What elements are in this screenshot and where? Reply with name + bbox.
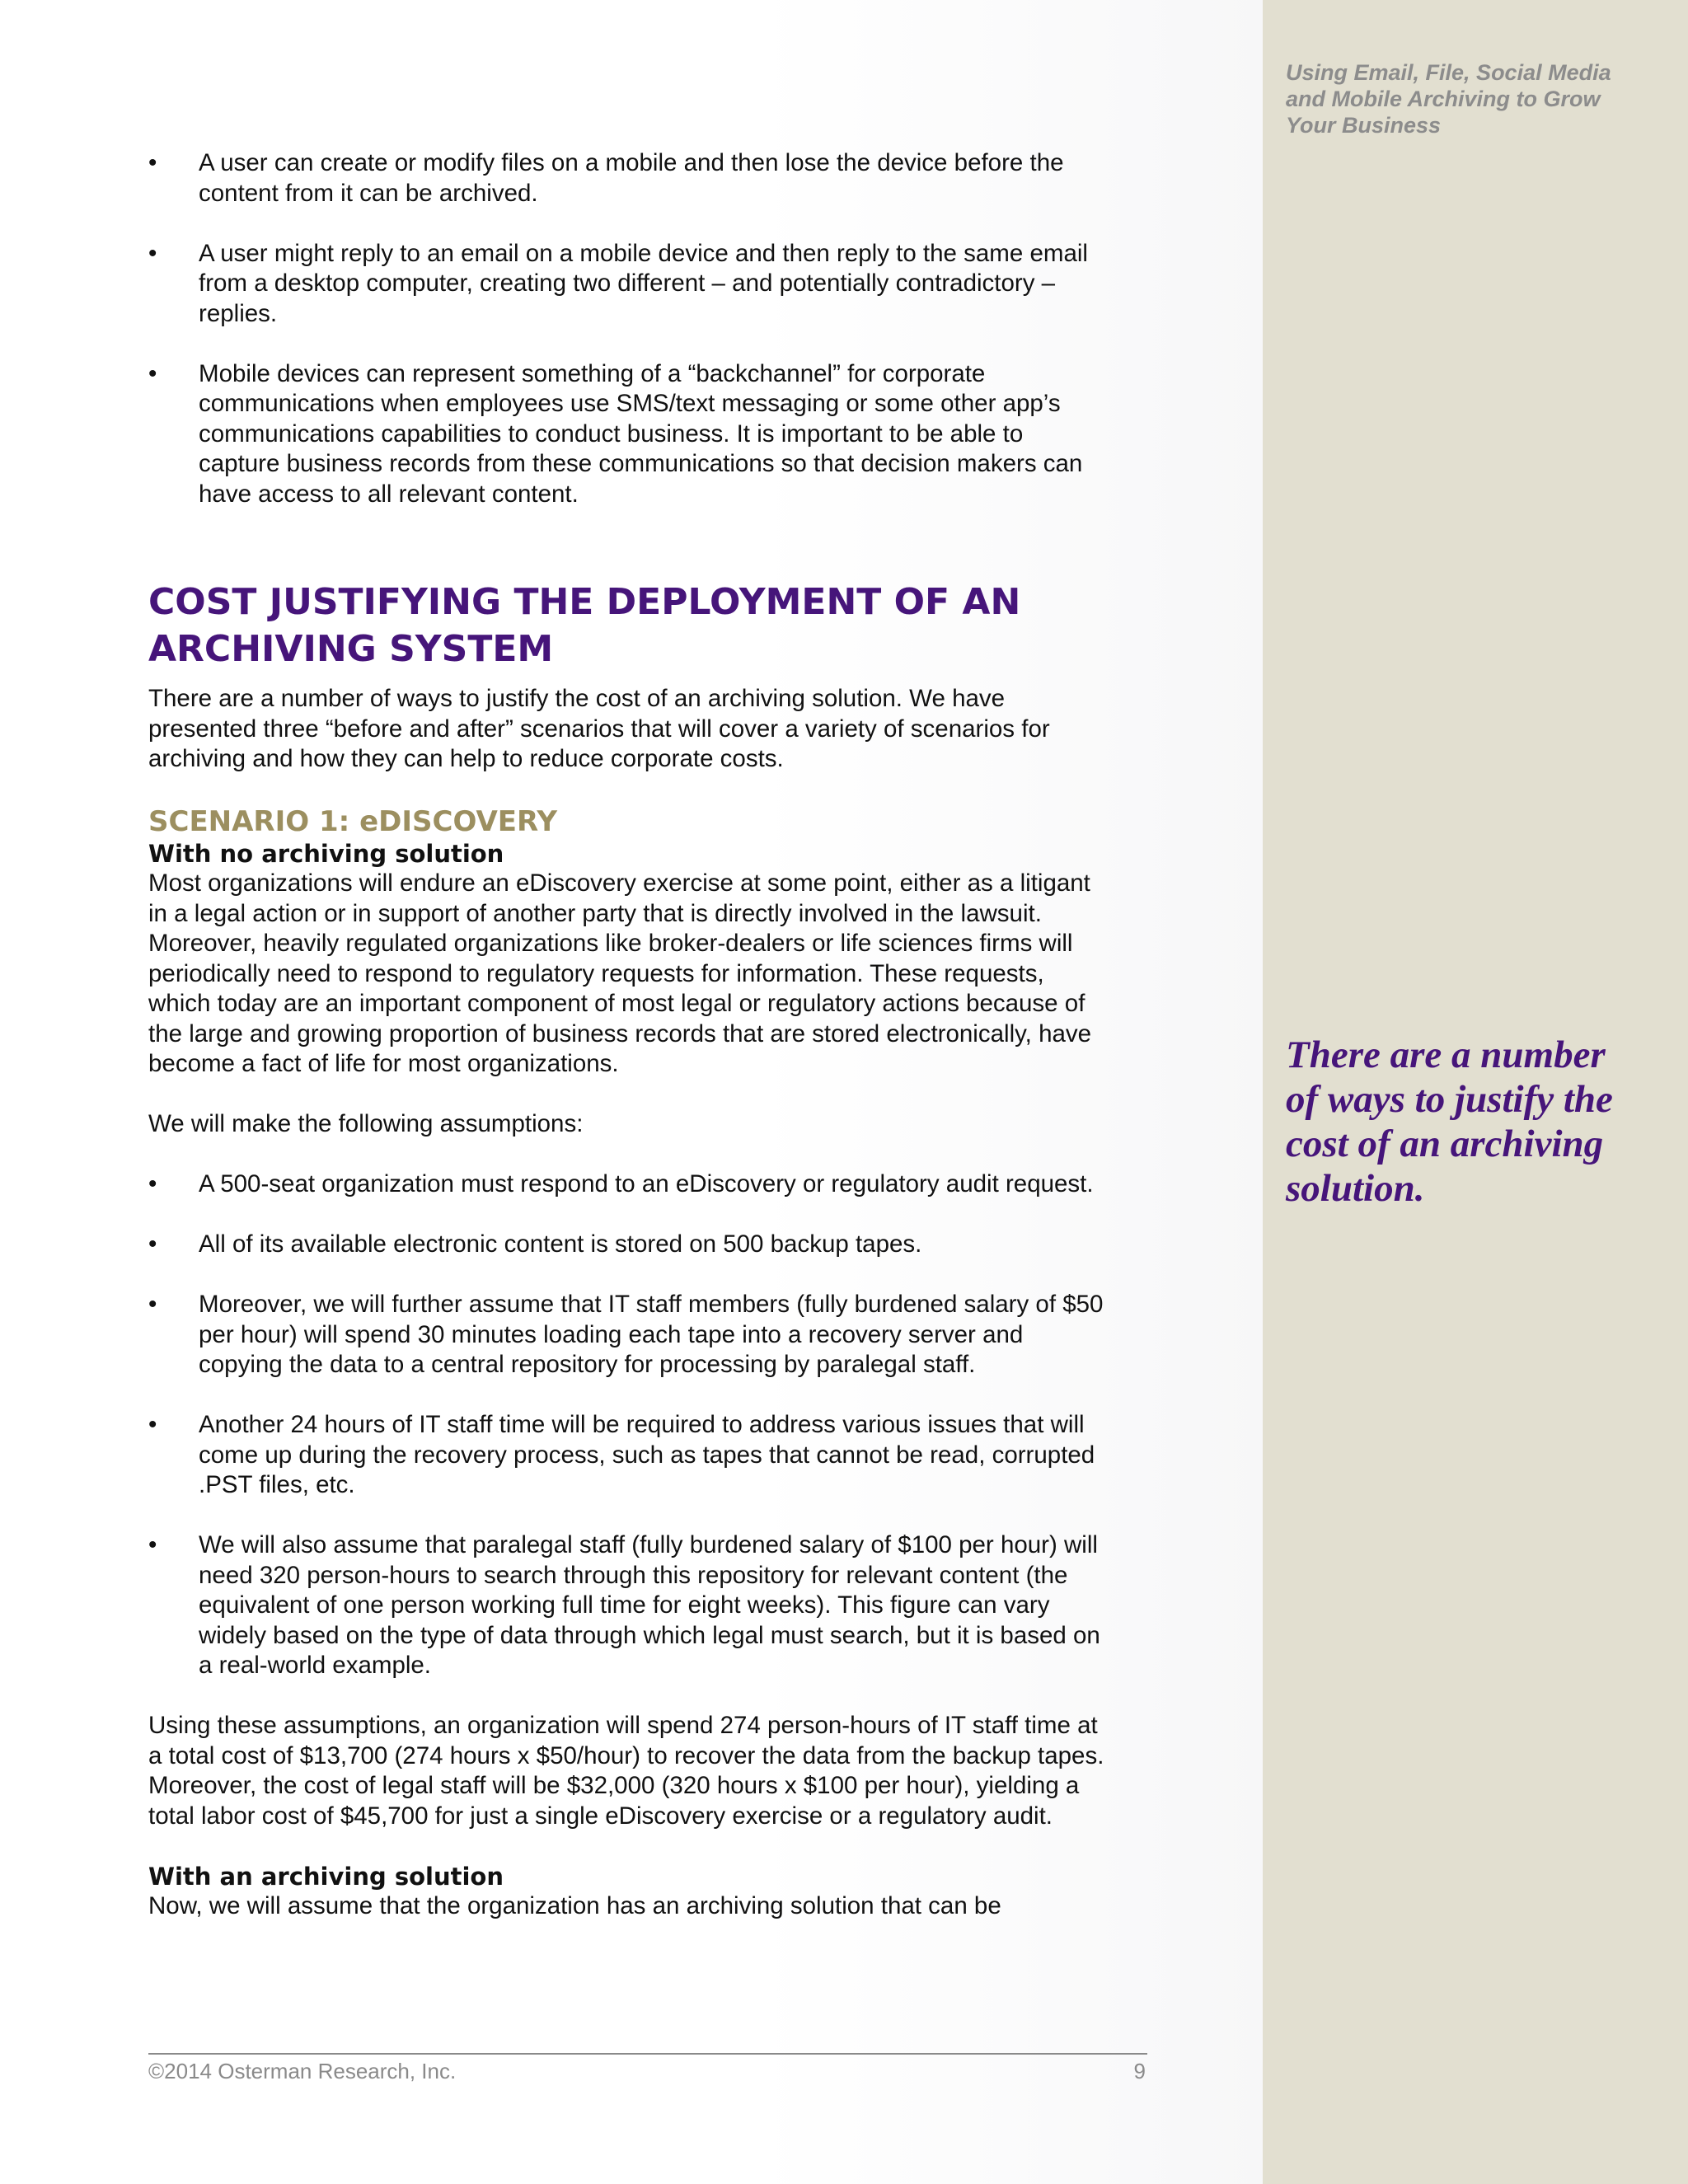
with-archiving-heading: With an archiving solution <box>148 1862 504 1891</box>
bullet-icon: • <box>148 239 157 267</box>
list-item-text: All of its available electronic content is stored on 500 backup tapes. <box>199 1230 922 1258</box>
list-item <box>148 239 1104 330</box>
no-archiving-heading: With no archiving solution <box>148 839 504 868</box>
list-item <box>148 1530 1104 1681</box>
list-item-text: A 500-seat organization must respond to an eDiscovery or regulatory audit request. <box>199 1170 1094 1197</box>
list-item <box>148 359 1104 510</box>
cost-paragraph: Using these assumptions, an organization will spend 274 person-hours of IT staff time at a total cost of $13,700 (274 hours x $50/hour) to recover the data from the backup tapes. Moreover, the cost of legal staff will be $32,000 (320 hours x $100 per hour), yielding a total labor cost of $45,700 for just a single eDiscovery exercise or a regulatory audit. <box>148 1712 1104 1830</box>
sidebar <box>1263 0 1688 2184</box>
list-item <box>148 1230 1104 1260</box>
assumptions-intro: We will make the following assumptions: <box>148 1110 584 1137</box>
bullet-icon: • <box>148 1230 157 1258</box>
pull-quote: There are a number of ways to justify the cost of an archiving solution. <box>1286 1033 1613 1210</box>
list-item <box>148 1410 1104 1501</box>
assumptions-list <box>148 1169 1104 1681</box>
section-title: COST JUSTIFYING THE DEPLOYMENT OF AN ARCHIVING SYSTEM <box>148 581 1021 670</box>
list-item <box>148 1169 1104 1200</box>
list-item-text: A user might reply to an email on a mobile device and then reply to the same email from a desktop computer, creating two different – and potentially contradictory – replies. <box>199 239 1088 327</box>
intro-bullet-list <box>148 148 1104 509</box>
page-content <box>148 148 1104 1922</box>
bullet-icon: • <box>148 1531 157 1558</box>
bullet-icon: • <box>148 1170 157 1197</box>
list-item-text: Moreover, we will further assume that IT staff members (fully burdened salary of $50 per hour) will spend 30 minutes loading each tape into a recovery server and copying the data to a central repository for processing by paralegal staff. <box>199 1291 1104 1378</box>
list-item-text: A user can create or modify files on a mobile and then lose the device before the content from it can be archived. <box>199 149 1064 207</box>
bullet-icon: • <box>148 1291 157 1318</box>
no-archiving-paragraph: Most organizations will endure an eDiscovery exercise at some point, either as a litigant in a legal action or in support of another party that is directly involved in the lawsuit. Moreover, heavily regulated organizations like broker-dealers or life sciences firms will periodically need to respond to regulatory requests for information. These requests, which today are an important component of most legal or regulatory actions because of the large and growing proportion of business records that are stored electronically, have become a fact of life for most organizations. <box>148 869 1092 1077</box>
page-number: 9 <box>1133 2059 1146 2083</box>
scenario-title: SCENARIO 1: eDISCOVERY <box>148 804 557 838</box>
section-intro: There are a number of ways to justify the cost of an archiving solution. We have presented three “before and after” scenarios that will cover a variety of scenarios for archiving and how they can help to reduce corporate costs. <box>148 685 1050 772</box>
with-archiving-paragraph: Now, we will assume that the organization has an archiving solution that can be <box>148 1892 1001 1919</box>
list-item <box>148 1290 1104 1380</box>
footer-copyright: ©2014 Osterman Research, Inc. <box>148 2059 457 2083</box>
bullet-icon: • <box>148 149 157 176</box>
running-header: Using Email, File, Social Media and Mobile Archiving to Grow Your Business <box>1286 60 1611 138</box>
list-item-text: Another 24 hours of IT staff time will be required to address various issues that will come up during the recovery process, such as tapes that cannot be read, corrupted .PST files, etc. <box>199 1411 1095 1498</box>
list-item-text: Mobile devices can represent something of a “backchannel” for corporate communications when employees use SMS/text messaging or some other app’s communications capabilities to conduct business. It is important to be able to capture business records from these communications so that decision makers can have access to all relevant content. <box>199 359 1083 508</box>
list-item-text: We will also assume that paralegal staff (fully burdened salary of $100 per hour) will need 320 person-hours to search through this repository for relevant content (the equivalent of one person working full time for eight weeks). This figure can vary widely based on the type of data through which legal must search, but it is based on a real-world example. <box>199 1531 1100 1679</box>
bullet-icon: • <box>148 1411 157 1438</box>
footer-divider <box>148 2053 1147 2055</box>
bullet-icon: • <box>148 359 157 387</box>
list-item <box>148 148 1104 209</box>
